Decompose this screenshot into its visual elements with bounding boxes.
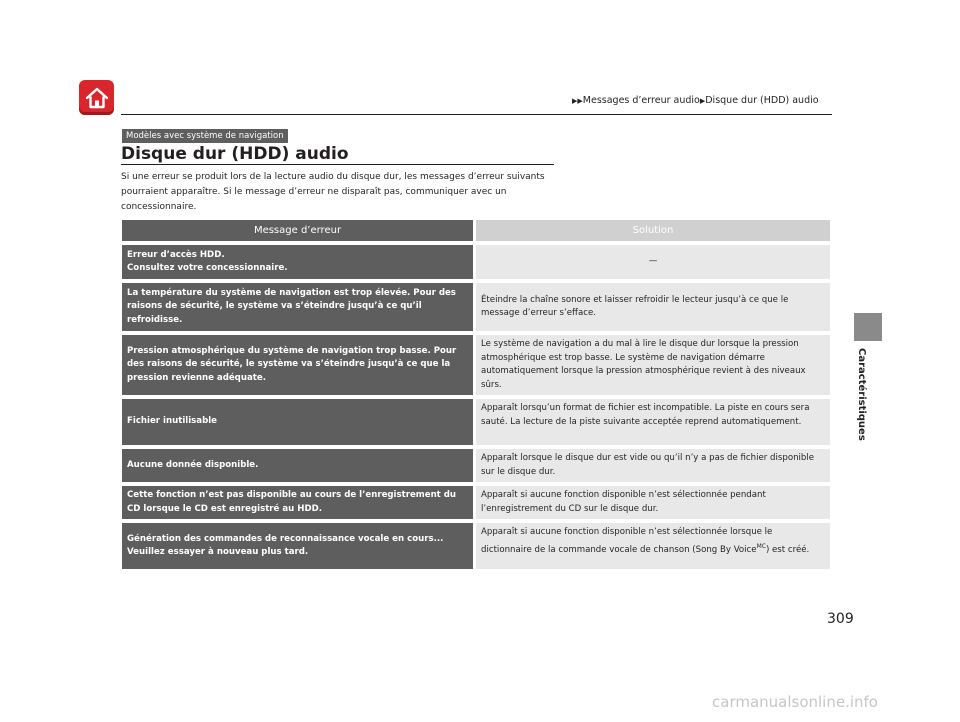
table-row — [122, 283, 830, 331]
model-badge: Modèles avec système de navigation — [122, 129, 288, 143]
error-message: Cette fonction n’est pas disponible au cours de l’enregistrement du CD lorsque le CD est enregistré au HDD. — [122, 486, 476, 519]
error-message: Fichier inutilisable — [122, 399, 476, 445]
table-row — [122, 449, 830, 482]
intro-text: Si une erreur se produit lors de la lecture audio du disque dur, les messages d’erreur suivants pourraient apparaître. Si le message d’erreur ne disparaît pas, communiquer avec un concessionnaire. — [121, 172, 545, 212]
page-number: 309 — [827, 611, 854, 627]
watermark: carmanualsonline.info — [712, 693, 878, 711]
table-header-row — [122, 220, 830, 241]
error-message: La température du système de navigation est trop élevée. Pour des raisons de sécurité, le système va s’éteindre jusqu’à ce qu’il refroidisse. — [122, 283, 476, 331]
table-row — [122, 335, 830, 395]
error-message: Génération des commandes de reconnaissance vocale en cours... Veuillez essayer à nouveau plus tard. — [122, 523, 476, 569]
error-solution: Apparaît lorsqu’un format de fichier est incompatible. La piste en cours sera sauté. La lecture de la piste suivante acceptée reprend automatiquement. — [476, 399, 830, 445]
table-row — [122, 486, 830, 519]
breadcrumb-item-hdd-audio[interactable]: Disque dur (HDD) audio — [705, 95, 819, 106]
table-row — [122, 245, 830, 279]
table-row — [122, 399, 830, 445]
breadcrumb-arrow-icon: ▶▶ — [572, 97, 583, 105]
error-solution: Apparaît lorsque le disque dur est vide ou qu’il n’y a pas de fichier disponible sur le disque dur. — [476, 449, 830, 482]
header-divider — [121, 114, 832, 115]
error-message: Pression atmosphérique du système de navigation trop basse. Pour des raisons de sécurité, le système va s’éteindre jusqu’à ce que la pression revienne adéquate. — [122, 335, 476, 395]
table-row — [122, 523, 830, 569]
error-solution: Le système de navigation a du mal à lire le disque dur lorsque la pression atmosphérique est trop basse. Le système de navigation démarre automatiquement lorsque la pression atmosphérique revient à des niveaux sûrs. — [476, 335, 830, 395]
column-header-solution: Solution — [476, 220, 830, 241]
error-solution: Éteindre la chaîne sonore et laisser refroidir le lecteur jusqu’à ce que le message d’erreur s’efface. — [476, 283, 830, 331]
home-button[interactable] — [79, 80, 114, 115]
error-table — [122, 216, 830, 573]
breadcrumb — [572, 95, 819, 106]
breadcrumb-arrow-icon: ▶ — [699, 97, 706, 105]
error-solution: — — [476, 245, 830, 279]
section-tab[interactable] — [854, 313, 882, 341]
error-message: Aucune donnée disponible. — [122, 449, 476, 482]
error-message: Erreur d’accès HDD. Consultez votre concessionnaire. — [122, 245, 476, 279]
section-tab-label: Caractéristiques — [856, 348, 867, 441]
page-title: Disque dur (HDD) audio — [121, 144, 349, 164]
breadcrumb-item-audio-errors[interactable]: Messages d’erreur audio — [582, 95, 700, 106]
column-header-message: Message d’erreur — [122, 220, 476, 241]
title-divider — [121, 164, 554, 165]
trademark-mark: MC — [756, 542, 766, 550]
error-solution: Apparaît si aucune fonction disponible n’est sélectionnée lorsque le dictionnaire de la commande vocale de chanson (Song By Voice$^{MC}$) est créé. — [476, 523, 830, 569]
error-solution: Apparaît si aucune fonction disponible n’est sélectionnée pendant l’enregistrement du CD sur le disque dur. — [476, 486, 830, 519]
home-icon — [84, 86, 110, 110]
